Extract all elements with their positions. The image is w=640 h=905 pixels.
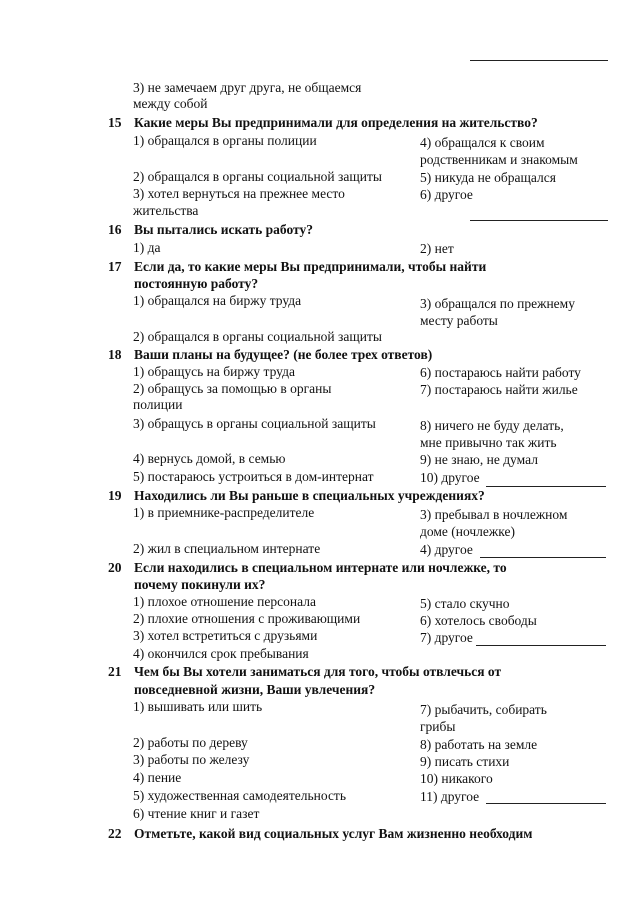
q20-option-6: 6) хотелось свободы	[420, 613, 537, 628]
q18-option-5: 5) постараюсь устроиться в дом-интернат	[133, 469, 374, 484]
q21-text-1: Чем бы Вы хотели заниматься для того, чтобы отвлечься от	[134, 664, 502, 679]
q18-option-2b: полиции	[133, 397, 183, 412]
q18-option-3: 3) обращусь в органы социальной защиты	[133, 416, 376, 431]
q17-text-1: Если да, то какие меры Вы предпринимали, чтобы найти	[134, 259, 487, 274]
q18-option-8a: 8) ничего не буду делать,	[420, 418, 564, 433]
carryover-line-1: 3) не замечаем друг друга, не общаемся	[133, 80, 362, 95]
q18-option-6: 6) постараюсь найти работу	[420, 365, 581, 380]
q20-number: 20	[108, 560, 122, 575]
q18-option-9: 9) не знаю, не думал	[420, 452, 538, 467]
q15-option-3b: жительства	[133, 203, 199, 218]
q18-option-8b: мне привычно так жить	[420, 435, 557, 450]
q15-option-6: 6) другое	[420, 187, 473, 202]
q18-option-10: 10) другое	[420, 470, 480, 485]
q15-number: 15	[108, 115, 122, 130]
q21-number: 21	[108, 664, 122, 679]
q17-option-2: 2) обращался в органы социальной защиты	[133, 329, 382, 344]
q21-option-11: 11) другое	[420, 789, 480, 804]
top-rule	[470, 60, 608, 61]
q21-text-2: повседневной жизни, Ваши увлечения?	[134, 682, 376, 697]
q21-option-8: 8) работать на земле	[420, 737, 538, 752]
carryover-line-2: между собой	[133, 96, 208, 111]
q19-number: 19	[108, 488, 122, 503]
q15-other-blank	[470, 220, 608, 221]
q15-option-3a: 3) хотел вернуться на прежнее место	[133, 186, 345, 201]
q20-text-2: почему покинули их?	[134, 577, 266, 592]
q21-option-10: 10) никакого	[420, 771, 493, 786]
q21-option-3: 3) работы по железу	[133, 752, 250, 767]
q15-option-5: 5) никуда не обращался	[420, 170, 556, 185]
q20-option-7: 7) другое	[420, 630, 473, 645]
q16-number: 16	[108, 222, 122, 237]
q21-option-9: 9) писать стихи	[420, 754, 510, 769]
q15-option-4a: 4) обращался к своим	[420, 135, 545, 150]
q22-text: Отметьте, какой вид социальных услуг Вам жизненно необходим	[134, 826, 533, 841]
q19-option-2: 2) жил в специальном интернате	[133, 541, 321, 556]
q15-option-2: 2) обращался в органы социальной защиты	[133, 169, 382, 184]
q20-other-blank	[476, 645, 606, 646]
q21-option-1: 1) вышивать или шить	[133, 699, 263, 714]
q18-option-1: 1) обращусь на биржу труда	[133, 364, 295, 379]
q17-number: 17	[108, 259, 122, 274]
q20-option-2: 2) плохие отношения с проживающими	[133, 611, 361, 626]
q21-option-4: 4) пение	[133, 770, 182, 785]
q21-option-7b: грибы	[420, 719, 456, 734]
q21-option-6: 6) чтение книг и газет	[133, 806, 260, 821]
q20-option-5: 5) стало скучно	[420, 596, 510, 611]
q22-number: 22	[108, 826, 122, 841]
q19-text: Находились ли Вы раньше в специальных учреждениях?	[134, 488, 485, 503]
q16-option-2: 2) нет	[420, 241, 454, 256]
q19-option-4: 4) другое	[420, 542, 473, 557]
q20-option-1: 1) плохое отношение персонала	[133, 594, 316, 609]
q18-number: 18	[108, 347, 122, 362]
q19-option-3a: 3) пребывал в ночлежном	[420, 507, 568, 522]
q19-other-blank	[480, 557, 606, 558]
q17-option-3b: месту работы	[420, 313, 498, 328]
q15-text: Какие меры Вы предпринимали для определения на жительство?	[134, 115, 538, 130]
q17-option-3a: 3) обращался по прежнему	[420, 296, 575, 311]
q15-option-4b: родственникам и знакомым	[420, 152, 578, 167]
q19-option-1: 1) в приемнике-распределителе	[133, 505, 315, 520]
q16-text: Вы пытались искать работу?	[134, 222, 314, 237]
q20-text-1: Если находились в специальном интернате или ночлежке, то	[134, 560, 507, 575]
q18-option-2a: 2) обращусь за помощью в органы	[133, 381, 332, 396]
q15-option-1: 1) обращался в органы полиции	[133, 133, 317, 148]
q19-option-3b: доме (ночлежке)	[420, 524, 515, 539]
q17-text-2: постоянную работу?	[134, 276, 259, 291]
q21-option-7a: 7) рыбачить, собирать	[420, 702, 547, 717]
q21-other-blank	[486, 803, 606, 804]
q16-option-1: 1) да	[133, 240, 161, 255]
q18-option-4: 4) вернусь домой, в семью	[133, 451, 286, 466]
q21-option-5: 5) художественная самодеятельность	[133, 788, 346, 803]
q17-option-1: 1) обращался на биржу труда	[133, 293, 302, 308]
q20-option-3: 3) хотел встретиться с друзьями	[133, 628, 318, 643]
q18-option-7: 7) постараюсь найти жилье	[420, 382, 578, 397]
q20-option-4: 4) окончился срок пребывания	[133, 646, 309, 661]
q18-text: Ваши планы на будущее? (не более трех ответов)	[134, 347, 433, 362]
q21-option-2: 2) работы по дереву	[133, 735, 248, 750]
q18-other-blank	[486, 486, 606, 487]
